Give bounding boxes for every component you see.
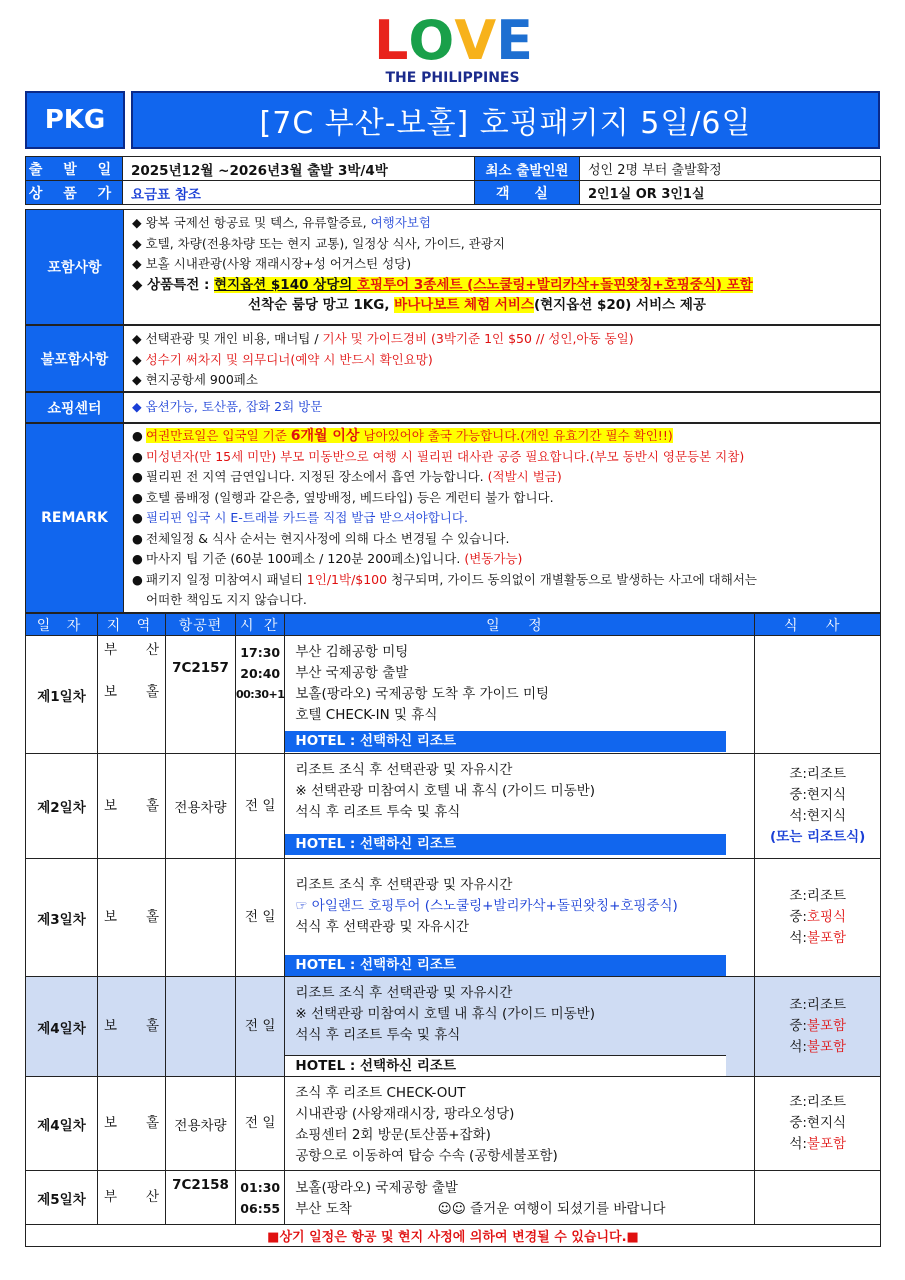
table-row (26, 1171, 881, 1225)
meal-line: 조:리조트 (789, 1094, 847, 1110)
day-cell: 제4일차 (26, 977, 98, 1077)
fine-text: (적발시 벌금) (487, 469, 562, 484)
itinerary-line: 리조트 조식 후 선택관광 및 자유시간 (295, 877, 513, 893)
room-value: 2인1실 OR 3인1실 (580, 181, 881, 205)
time-value: 06:55 (240, 1200, 281, 1216)
table-row (26, 859, 881, 977)
itinerary-line: 부산 도착 ☺☺ 즐거운 여행이 되셨기를 바랍니다 (295, 1200, 666, 1217)
itinerary-line: 부산 김해공항 미팅 (295, 644, 409, 660)
title-bar (25, 91, 880, 149)
shopping-label: 쇼핑센터 (26, 393, 124, 422)
mango-text: 선착순 룸당 망고 1KG, (248, 297, 395, 313)
included-line: ◆ 보홀 시내관광(사왕 재래시장+성 어거스틴 성당) (132, 256, 412, 271)
itinerary-line: 리조트 조식 후 선택관광 및 자유시간 (295, 762, 513, 778)
meal-line: 중:현지식 (789, 1115, 847, 1131)
excluded-line: ◆ 선택관광 및 개인 비용, 매너팁 / (132, 331, 323, 346)
time-value: 20:40 (240, 666, 281, 681)
hotel-bar: HOTEL : 선택하신 리조트 (285, 1055, 726, 1076)
insurance-text: 여행자보험 (370, 215, 431, 230)
min-people-label: 최소 출발인원 (475, 157, 580, 181)
table-row (26, 977, 881, 1077)
passport-months: 6개월 이상 (290, 428, 360, 444)
logo-letter: E (496, 9, 531, 72)
included-label: 포함사항 (26, 210, 124, 324)
region-char: 산 (145, 1189, 159, 1205)
excluded-section (25, 325, 881, 392)
meal-value: 불포함 (806, 1039, 847, 1055)
remark-line: 여권만료일은 입국일 기준 (146, 428, 291, 443)
page-title: [7C 부산-보홀] 호핑패키지 5일/6일 (131, 91, 880, 149)
region-char: 보 (104, 1115, 118, 1131)
day-cell: 제1일차 (26, 636, 98, 754)
meal-value: 불포함 (806, 1018, 847, 1034)
variable-text: (변동가능) (464, 551, 523, 566)
min-people-value: 성인 2명 부터 출발확정 (580, 157, 881, 181)
flight-cell: 7C2157 (166, 636, 236, 754)
table-row (26, 636, 881, 754)
info-table (25, 156, 881, 205)
meal-line: 석: (789, 1136, 807, 1152)
meal-line: 중: (789, 909, 807, 925)
itinerary-line: 시내관광 (사왕재래시장, 팡라오성당) (295, 1105, 515, 1122)
itinerary-line: 보홀(팡라오) 국제공항 도착 후 가이드 미팅 (295, 686, 550, 702)
transport-cell: 전용차량 (166, 1077, 236, 1171)
day-cell: 제5일차 (26, 1171, 98, 1225)
price-label: 상 품 가 (26, 181, 123, 205)
itinerary-line: 쇼핑센터 2회 방문(토산품+잡화) (295, 1126, 491, 1143)
hopping-set-text: 호핑투어 3종세트 (스노쿨링+발리카삭+돌핀왓칭+호핑중식) 포함 (357, 276, 753, 293)
excluded-line: ◆ (132, 351, 146, 367)
included-line: ◆ 호텔, 차량(전용차량 또는 현지 교통), 일정상 식사, 가이드, 관광지 (132, 235, 505, 251)
meal-value: 불포함 (806, 1136, 847, 1152)
remark-line: 필리핀 입국 시 E-트래블 카드를 직접 발급 받으셔야합니다. (146, 510, 468, 525)
region-char: 부 (104, 642, 118, 658)
benefit-prefix: ◆ 상품특전 : (132, 276, 215, 293)
time-cell: 전 일 (236, 977, 285, 1077)
meal-line: 조:리조트 (789, 888, 847, 904)
room-label: 객 실 (475, 181, 580, 205)
excluded-line: ◆ 현지공항세 900페소 (132, 372, 258, 387)
hotel-bar: HOTEL : 선택하신 리조트 (285, 834, 726, 855)
itinerary-line: 석식 후 선택관광 및 자유시간 (295, 919, 470, 935)
region-char: 보 (104, 797, 118, 814)
meal-line: 석: (789, 930, 807, 946)
itinerary-line: 호텔 CHECK-IN 및 휴식 (295, 707, 438, 723)
region-char: 홀 (145, 684, 159, 700)
header-day: 일 자 (26, 614, 98, 636)
remark-line: 호텔 룸배정 (일행과 같은층, 옆방배정, 베드타입) 등은 게런티 불가 합니다. (146, 489, 554, 505)
itinerary-line: ※ 선택관광 미참여시 호텔 내 휴식 (가이드 미동반) (295, 783, 596, 799)
table-row (26, 754, 881, 859)
meal-value: 불포함 (806, 930, 847, 946)
guide-fee-text: 기사 및 가이드경비 (3박기준 1인 $50 // 성인,아동 동일) (322, 331, 634, 346)
region-char: 산 (145, 642, 159, 658)
flight-cell: 7C2158 (166, 1171, 236, 1225)
time-cell: 전 일 (236, 1077, 285, 1171)
meal-line: 중: (789, 1018, 807, 1034)
hotel-bar: HOTEL : 선택하신 리조트 (285, 731, 726, 752)
itinerary-line: 부산 국제공항 출발 (295, 665, 409, 681)
header-itinerary: 일 정 (285, 614, 755, 636)
remark-line: 마사지 팁 기준 (60분 100페소 / 120분 200페소)입니다. (146, 551, 465, 566)
included-section (25, 209, 881, 325)
love-philippines-logo (350, 9, 555, 88)
logo-letters (350, 9, 555, 72)
header-time: 시 간 (236, 614, 285, 636)
pkg-badge: PKG (25, 91, 125, 149)
time-value: 00:30+1 (236, 688, 285, 701)
region-char: 홀 (145, 1018, 159, 1034)
remark-line: 미성년자(만 15세 미만) 부모 미동반으로 여행 시 필리핀 대사관 공증 필요합니다.(부모 동반시 영문등본 지참) (146, 448, 745, 464)
transport-cell: 전용차량 (166, 754, 236, 859)
remark-section: REMARK ● 여권만료일은 입국일 기준 6개월 이상 남아있어야 출국 가능합니다.(개인 유효기간 필수 확인!!) ● 미성년자(만 15세 미만) 부모 미동반으로 여행 시 필리핀 대사관 공증 필요합니다.(부모 동반시 영문등본 지참) ● 필리핀 전 지역 금연입니다. 지정된 장소에서 흡연 가능합니다. (적발시 벌금) ● 호텔 룸배정 (일행과 같은층, 옆방배정, 베드타입) 등은 게런티 불가 합니다. ● 필리핀 입국 시 E-트래블 카드를 직접 발급 받으셔야합니다. ● 전체일정 & 식사 순서는 현지사정에 의해 다소 변경될 수 있습니다. ● 마사지 팁 기준 (60분 100페소 / 120분 200페소)입니다. (변동가능) ● 패키지 일정 미참여시 패널티 1인/1박/$100 청구되며, 가이드 동의없이 개별활동으로 발생하는 사고에 대해서는 어떠한 책임도 지지 않습니다. (25, 423, 881, 613)
logo-letter: V (454, 9, 495, 72)
itinerary-line: 석식 후 리조트 투숙 및 휴식 (295, 804, 461, 820)
meal-line: 조:리조트 (789, 997, 847, 1013)
itinerary-line: 석식 후 리조트 투숙 및 휴식 (295, 1027, 461, 1043)
schedule-table (25, 613, 881, 1247)
remark-line: 패키지 일정 미참여시 패널티 (146, 571, 307, 587)
shopping-section (25, 392, 881, 423)
region-char: 보 (104, 909, 118, 925)
remark-line: 어떠한 책임도 지지 않습니다. (146, 592, 307, 607)
day-cell: 제3일차 (26, 859, 98, 977)
depart-label: 출 발 일 (26, 157, 123, 181)
itinerary-line: 공항으로 이동하여 탑승 수속 (공항세불포함) (295, 1147, 558, 1164)
time-cell: 전 일 (236, 754, 285, 859)
penalty-text: 1인/1박/$100 (306, 571, 388, 587)
surcharge-text: 성수기 써차지 및 의무디너(예약 시 반드시 확인요망) (145, 351, 433, 367)
remark-line: 청구되며, 가이드 동의없이 개별활동으로 발생하는 사고에 대해서는 (387, 571, 757, 587)
time-value: 17:30 (240, 645, 281, 660)
depart-value: 2025년12월 ~2026년3월 출발 3박/4박 (123, 157, 475, 181)
meal-line: 중:현지식 (789, 787, 847, 803)
meal-line: 조:리조트 (789, 766, 847, 782)
itinerary-line: ※ 선택관광 미참여시 호텔 내 휴식 (가이드 미동반) (295, 1006, 596, 1022)
footer-note: ■상기 일정은 항공 및 현지 사정에 의하여 변경될 수 있습니다.■ (26, 1225, 881, 1247)
region-char: 보 (104, 1018, 118, 1034)
itinerary-line: 조식 후 리조트 CHECK-OUT (295, 1084, 466, 1101)
meal-line: (또는 리조트식) (770, 829, 866, 845)
itinerary-line: ☞ 아일랜드 호핑투어 (스노쿨링+발리카삭+돌핀왓칭+호핑중식) (295, 898, 678, 914)
region-char: 부 (104, 1189, 118, 1205)
shopping-text: ◆ 옵션가능, 토산품, 잡화 2회 방문 (132, 399, 323, 415)
logo-letter: L (373, 9, 407, 72)
region-char: 홀 (145, 909, 159, 925)
excluded-label: 불포함사항 (26, 326, 124, 391)
day-cell: 제2일차 (26, 754, 98, 859)
region-char: 보 (104, 684, 118, 700)
meal-line: 석: (789, 1039, 807, 1055)
meal-line: 석:현지식 (789, 808, 847, 824)
remark-label: REMARK (26, 424, 124, 612)
itinerary-line: 리조트 조식 후 선택관광 및 자유시간 (295, 985, 513, 1001)
remark-line: 전체일정 & 식사 순서는 현지사정에 의해 다소 변경될 수 있습니다. (146, 530, 510, 546)
price-value: 요금표 참조 (123, 181, 475, 205)
logo-subtitle: THE PHILIPPINES (385, 70, 520, 86)
hotel-bar: HOTEL : 선택하신 리조트 (285, 955, 726, 976)
header-region: 지 역 (98, 614, 166, 636)
region-char: 홀 (145, 797, 159, 814)
time-value: 01:30 (240, 1179, 281, 1195)
included-line: ◆ 왕복 국제선 항공료 및 텍스, 유류할증료, (132, 215, 371, 230)
benefit-highlight: 현지옵션 $140 상당의 (214, 276, 358, 293)
header-flight: 항공편 (166, 614, 236, 636)
meal-value: 호핑식 (806, 909, 847, 925)
logo-letter: O (408, 9, 453, 72)
day-cell: 제4일차 (26, 1077, 98, 1171)
header-meal: 식 사 (755, 614, 881, 636)
region-char: 홀 (145, 1115, 159, 1131)
service-text: (현지옵션 $20) 서비스 제공 (533, 297, 706, 313)
itinerary-line: 보홀(팡라오) 국제공항 출발 (295, 1179, 458, 1196)
banana-boat-text: 바나나보트 체험 서비스 (394, 297, 534, 313)
table-row (26, 1077, 881, 1171)
remark-line: 필리핀 전 지역 금연입니다. 지정된 장소에서 흡연 가능합니다. (146, 469, 488, 484)
time-cell: 전 일 (236, 859, 285, 977)
remark-line: 남아있어야 출국 가능합니다.(개인 유효기간 필수 확인!!) (359, 428, 673, 443)
